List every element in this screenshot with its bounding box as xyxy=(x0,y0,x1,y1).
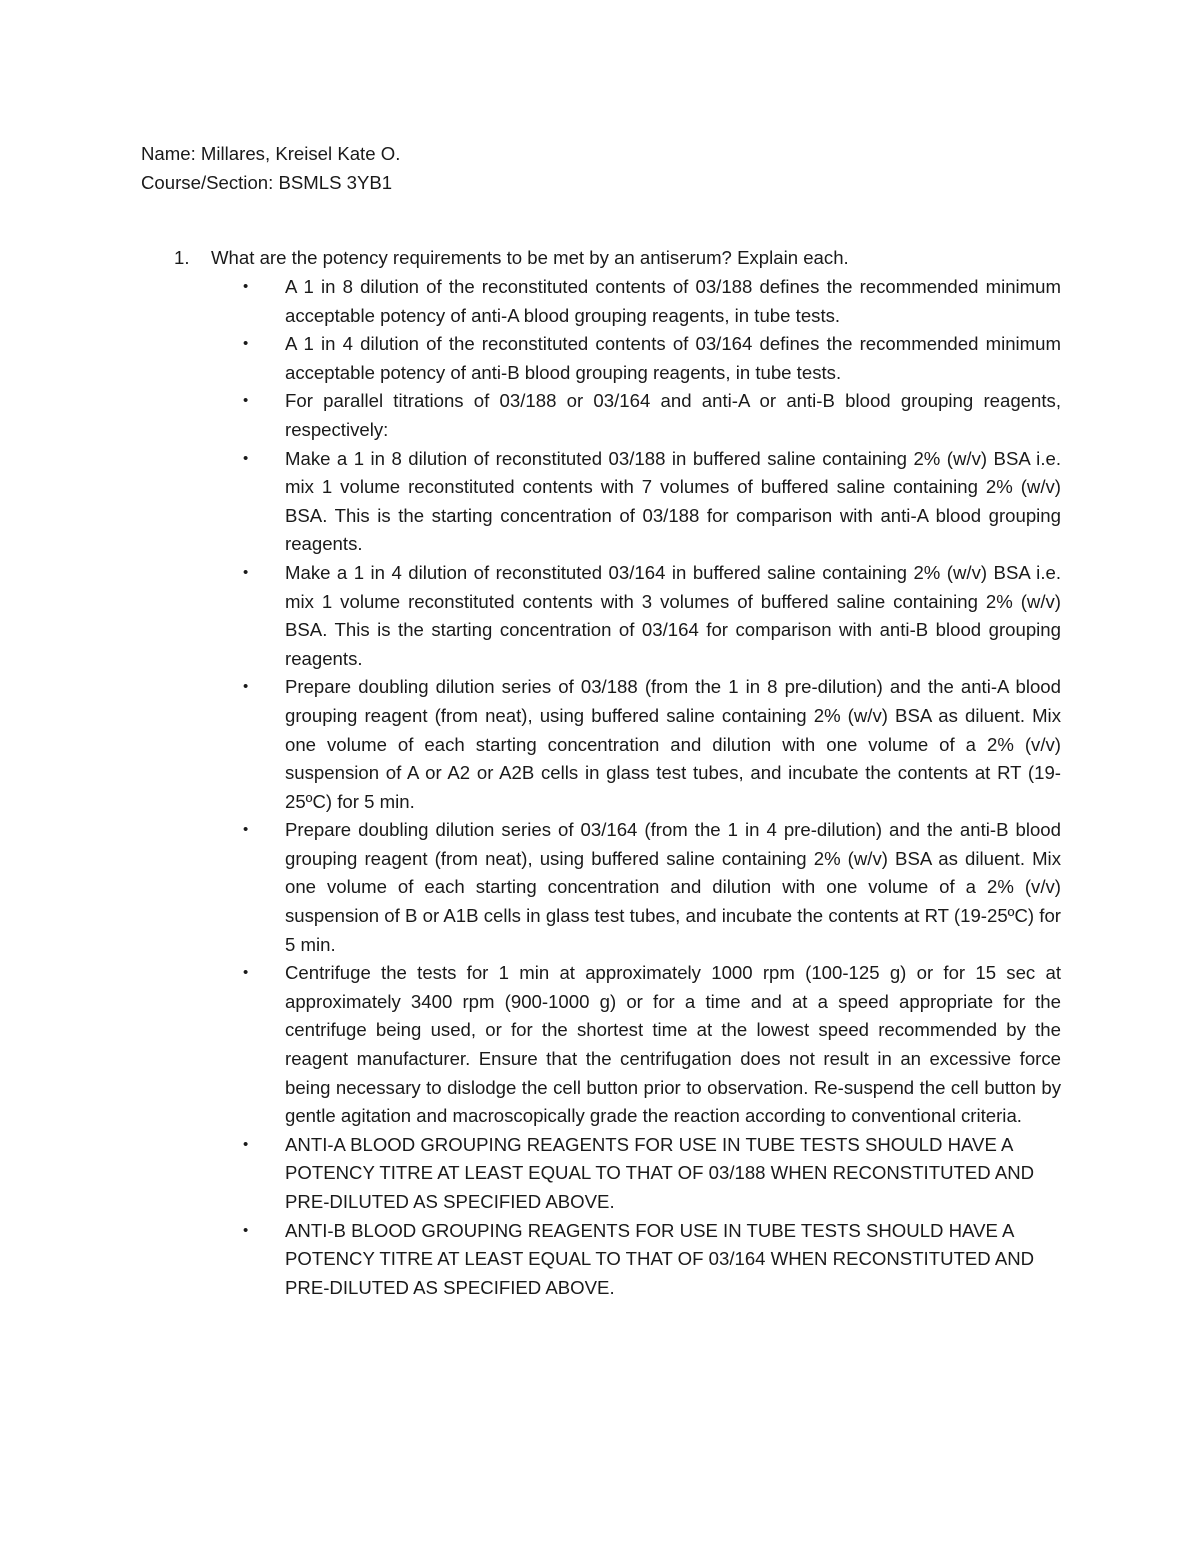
bullet-icon: • xyxy=(243,335,249,353)
bullet-icon: • xyxy=(243,821,249,839)
bullet-icon: • xyxy=(243,278,249,295)
bullet-icon: • xyxy=(243,678,249,696)
student-info xyxy=(141,140,400,197)
question-1 xyxy=(141,244,1061,273)
list-item xyxy=(141,959,1061,1131)
list-item xyxy=(141,1217,1061,1303)
bullet-text: ANTI-A BLOOD GROUPING REAGENTS FOR USE IN TUBE TESTS SHOULD HAVE A POTENCY TITRE AT LEAST EQUAL TO THAT OF 03/188 WHEN RECONSTITUTED AND PRE-DILUTED AS SPECIFIED ABOVE. xyxy=(285,1133,1035,1212)
list-item xyxy=(141,445,1061,559)
list-item xyxy=(141,816,1061,959)
answer-bullet-list xyxy=(141,273,1061,1302)
bullet-icon: • xyxy=(243,449,249,467)
bullet-text: Prepare doubling dilution series of 03/188 (from the 1 in 8 pre-dilution) and the anti-A blood grouping reagent (from neat), using buffered saline containing 2% (w/v) BSA as diluent. Mix one volume of each starting concentration and dilution with one volume of a 2% (v/v) suspension of A or A2 or A2B cells in glass test tubes, and incubate the contents at RT (19-25ºC) for 5 min. xyxy=(285,676,1061,812)
bullet-text: Prepare doubling dilution series of 03/164 (from the 1 in 4 pre-dilution) and the anti-B blood grouping reagent (from neat), using buffered saline containing 2% (w/v) BSA as diluent. Mix one volume of each starting concentration and dilution with one volume of a 2% (v/v) suspension of B or A1B cells in glass test tubes, and incubate the contents at RT (19-25ºC) for 5 min. xyxy=(285,819,1061,955)
list-item xyxy=(141,559,1061,673)
list-item xyxy=(141,273,1061,330)
bullet-text: ANTI-B BLOOD GROUPING REAGENTS FOR USE IN TUBE TESTS SHOULD HAVE A POTENCY TITRE AT LEAST EQUAL TO THAT OF 03/164 WHEN RECONSTITUTED AND PRE-DILUTED AS SPECIFIED ABOVE. xyxy=(285,1219,1035,1298)
student-name: Name: Millares, Kreisel Kate O. xyxy=(141,143,401,164)
bullet-text: For parallel titrations of 03/188 or 03/164 and anti-A or anti-B blood grouping reagents, respectively: xyxy=(285,390,1061,440)
list-item xyxy=(141,387,1061,444)
list-item xyxy=(141,330,1061,387)
bullet-text: Make a 1 in 8 dilution of reconstituted 03/188 in buffered saline containing 2% (w/v) BSA i.e. mix 1 volume reconstituted contents with 7 volumes of buffered saline containing 2% (w/v) BSA. This is the starting concentration of 03/188 for comparison with anti-A blood grouping reagents. xyxy=(285,447,1061,555)
bullet-text: A 1 in 4 dilution of the reconstituted contents of 03/164 defines the recommended minimum acceptable potency of anti-B blood grouping reagents, in tube tests. xyxy=(285,333,1061,383)
question-text: What are the potency requirements to be met by an antiserum? Explain each. xyxy=(211,247,849,268)
question-number: 1. xyxy=(174,247,190,268)
list-item xyxy=(141,673,1061,816)
bullet-text: A 1 in 8 dilution of the reconstituted contents of 03/188 defines the recommended minimum acceptable potency of anti-A blood grouping reagents, in tube tests. xyxy=(285,276,1061,326)
bullet-icon: • xyxy=(243,392,249,410)
bullet-text: Centrifuge the tests for 1 min at approximately 1000 rpm (100-125 g) or for 15 sec at approximately 3400 rpm (900-1000 g) or for a time and at a speed appropriate for the centrifuge being used, or for the shortest time at the lowest speed recommended by the reagent manufacturer. Ensure that the centrifugation does not result in an excessive force being necessary to dislodge the cell button prior to observation. Re-suspend the cell button by gentle agitation and macroscopically grade the reaction according to conventional criteria. xyxy=(285,962,1061,1127)
bullet-icon: • xyxy=(243,1135,249,1153)
course-section: Course/Section: BSMLS 3YB1 xyxy=(141,171,393,193)
bullet-icon: • xyxy=(243,1221,249,1239)
bullet-icon: • xyxy=(243,563,249,581)
bullet-icon: • xyxy=(243,964,249,982)
list-item xyxy=(141,1131,1061,1217)
bullet-text: Make a 1 in 4 dilution of reconstituted 03/164 in buffered saline containing 2% (w/v) BSA i.e. mix 1 volume reconstituted contents with 3 volumes of buffered saline containing 2% (w/v) BSA. This is the starting concentration of 03/164 for comparison with anti-B blood grouping reagents. xyxy=(285,561,1061,669)
